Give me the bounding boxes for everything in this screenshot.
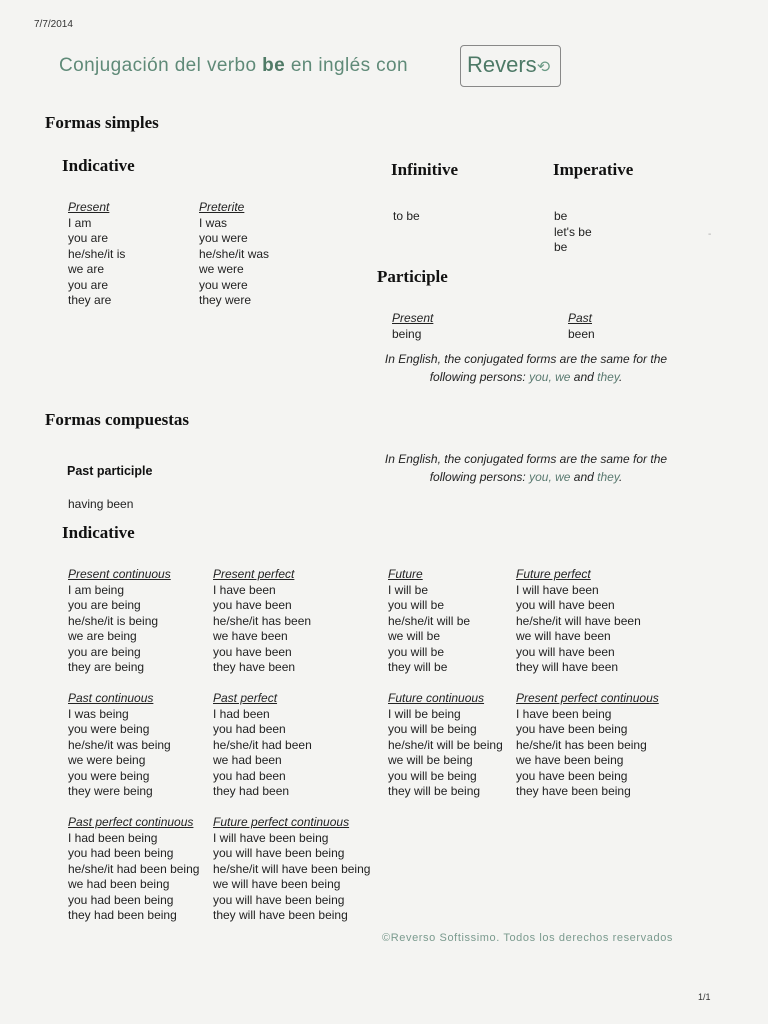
tense-form: I have been being [516,706,612,721]
section-title-compound: Formas compuestas [45,410,190,429]
tense-form: he/she/it has been being [516,737,647,752]
present-form: you are [68,231,109,245]
note-line-1: In English, the conjugated forms are the same for the [384,452,668,466]
tense-label: Past perfect [213,691,278,705]
note-line-2 [370,468,682,486]
tense-form: I had been being [68,830,158,845]
tense-form: he/she/it will have been [516,613,641,628]
imperative-column [554,209,592,256]
tense-form: you are being [68,598,141,612]
tense-form: you had been being [68,892,174,907]
present-form: he/she/it is [68,246,126,261]
tense-form: I will be being [388,706,461,721]
note-prefix: following persons: [429,370,530,384]
tense-label: Present continuous [68,567,171,581]
header-prefix: Conjugación del verbo [59,55,263,76]
note-and: and [570,370,598,384]
tense-form: you were being [68,722,150,736]
participle-past [568,311,595,342]
tense-form: you have been being [516,768,628,783]
preterite-column [199,200,269,309]
tense-form: we will have been [516,629,611,643]
past-participle-label: Past participle [67,464,153,478]
tense-form: you have been being [516,722,628,736]
past-participle-value: having been [68,497,134,511]
note-line-2 [370,368,682,386]
tense-form: you have been [213,644,292,659]
compound-indicative-heading: Indicative [62,523,135,542]
persons-note-compound [370,450,682,486]
preterite-form: he/she/it was [199,246,270,261]
tense-form: you will have been being [213,892,345,907]
tense-form: you are being [68,644,141,659]
note-last-person: they [597,370,619,384]
tense-label: Present perfect [213,567,295,581]
preterite-label: Preterite [199,200,245,214]
participle-past-value: been [568,326,595,341]
tense-form: they were being [68,784,153,798]
present-form: they are [68,293,112,307]
tense-form: you will be being [388,722,477,736]
tense-form: we will be [388,629,441,643]
tense-form: you will have been [516,644,615,659]
reverso-logo [460,45,561,87]
tense-form: he/she/it had been being [68,861,200,876]
tense-label: Future continuous [388,691,485,705]
tense-form: they have been [213,660,296,674]
header-suffix: en inglés con [285,55,408,76]
tense-form: he/she/it had been [213,737,312,752]
present-label: Present [68,200,110,214]
tense-form: we had been [213,753,282,767]
infinitive-value: to be [393,209,420,223]
present-form: we are [68,262,105,276]
note-persons: you, we [529,470,571,484]
tense-form: they had been being [68,908,177,922]
tense-form: we had been being [68,877,170,891]
note-and: and [570,470,598,484]
tense-form: they will have been [516,660,619,674]
tense-form: they will have been being [213,908,348,922]
infinitive-heading: Infinitive [391,160,459,179]
tense-label: Past perfect continuous [68,815,194,829]
tense-label: Past continuous [68,691,154,705]
tense-form: you have been [213,598,292,612]
tense-form: they will be being [388,784,481,798]
tense-form: I was being [68,706,129,721]
participle-present-value: being [392,326,422,341]
preterite-form: they were [199,293,252,307]
present-form: you are [68,277,109,292]
preterite-form: we were [199,262,244,276]
tense-form: you had been being [68,846,174,860]
participle-present [392,311,433,342]
imperative-heading: Imperative [553,160,634,179]
tense-form: you were being [68,768,150,783]
note-dot: . [618,470,623,484]
page-number: 1/1 [698,992,711,1002]
copyright-footer: ©Reverso Softissimo. Todos los derechos reservados [382,932,674,944]
note-persons: you, we [529,370,571,384]
imperative-form: let's be [554,224,592,239]
imperative-form: be [554,209,568,223]
tense-form: he/she/it will be being [388,737,503,752]
tense-column-past-perfect-continuous [68,815,199,924]
persons-note [370,350,682,386]
tense-column-present-perfect-continuous [516,691,659,800]
page-header [59,55,408,77]
tense-column-future-perfect [516,567,641,676]
tense-column-future-perfect-continuous [213,815,370,924]
participle-past-label: Past [568,311,593,325]
tense-column-past-continuous [68,691,171,800]
tense-column-present-perfect [213,567,311,676]
tense-form: we were being [68,753,146,767]
tense-column-past-perfect [213,691,312,800]
preterite-form: you were [199,231,248,245]
tense-form: they have been being [516,784,631,798]
refresh-arrows-icon: ⟲ [536,59,551,76]
indicative-heading: Indicative [62,156,135,175]
note-prefix: following persons: [429,470,530,484]
tense-form: he/she/it has been [213,613,312,628]
tense-form: we will have been being [213,877,341,891]
tense-form: they had been [213,784,290,798]
tense-form: they will be [388,660,448,674]
logo-text: Revers [467,52,537,77]
tense-form: we will be being [388,753,473,767]
tense-form: I will be [388,582,429,597]
tense-form: you had been [213,768,286,783]
tense-form: I have been [213,582,276,597]
tense-form: we have been [213,629,288,643]
tense-form: you will have been being [213,846,345,860]
header-verb: be [262,55,286,76]
note-last-person: they [597,470,619,484]
print-date: 7/7/2014 [34,19,73,30]
tense-label: Future [388,567,423,581]
tense-form: they are being [68,660,145,674]
tense-form: I had been [213,706,270,721]
tense-column-future [388,567,470,676]
tense-column-present-continuous [68,567,171,676]
tense-form: you had been [213,722,286,736]
tense-form: he/she/it is being [68,613,159,628]
tense-form: you will be being [388,768,477,783]
note-line-1: In English, the conjugated forms are the same for the [384,352,668,366]
tense-form: I will have been [516,582,599,597]
tense-label: Future perfect continuous [213,815,350,829]
tense-form: we are being [68,629,137,643]
tense-form: he/she/it was being [68,737,171,752]
tense-form: he/she/it will have been being [213,861,371,876]
preterite-form: you were [199,277,248,292]
tense-form: you will be [388,644,445,659]
note-dot: . [618,370,623,384]
tense-form: you will be [388,598,445,612]
section-title-simple: Formas simples [45,113,159,132]
tense-label: Present perfect continuous [516,691,659,705]
tense-label: Future perfect [516,567,591,581]
tense-form: we have been being [516,753,624,767]
present-column [68,200,125,309]
imperative-form: be [554,240,568,254]
tense-column-future-continuous [388,691,503,800]
scan-mark: - [708,229,712,240]
tense-form: he/she/it will be [388,613,471,628]
participle-present-label: Present [392,311,434,325]
tense-form: I will have been being [213,830,329,845]
tense-form: I am being [68,582,125,597]
tense-form: you will have been [516,598,615,612]
present-form: I am [68,215,92,230]
participle-heading: Participle [377,267,448,286]
preterite-form: I was [199,215,228,230]
